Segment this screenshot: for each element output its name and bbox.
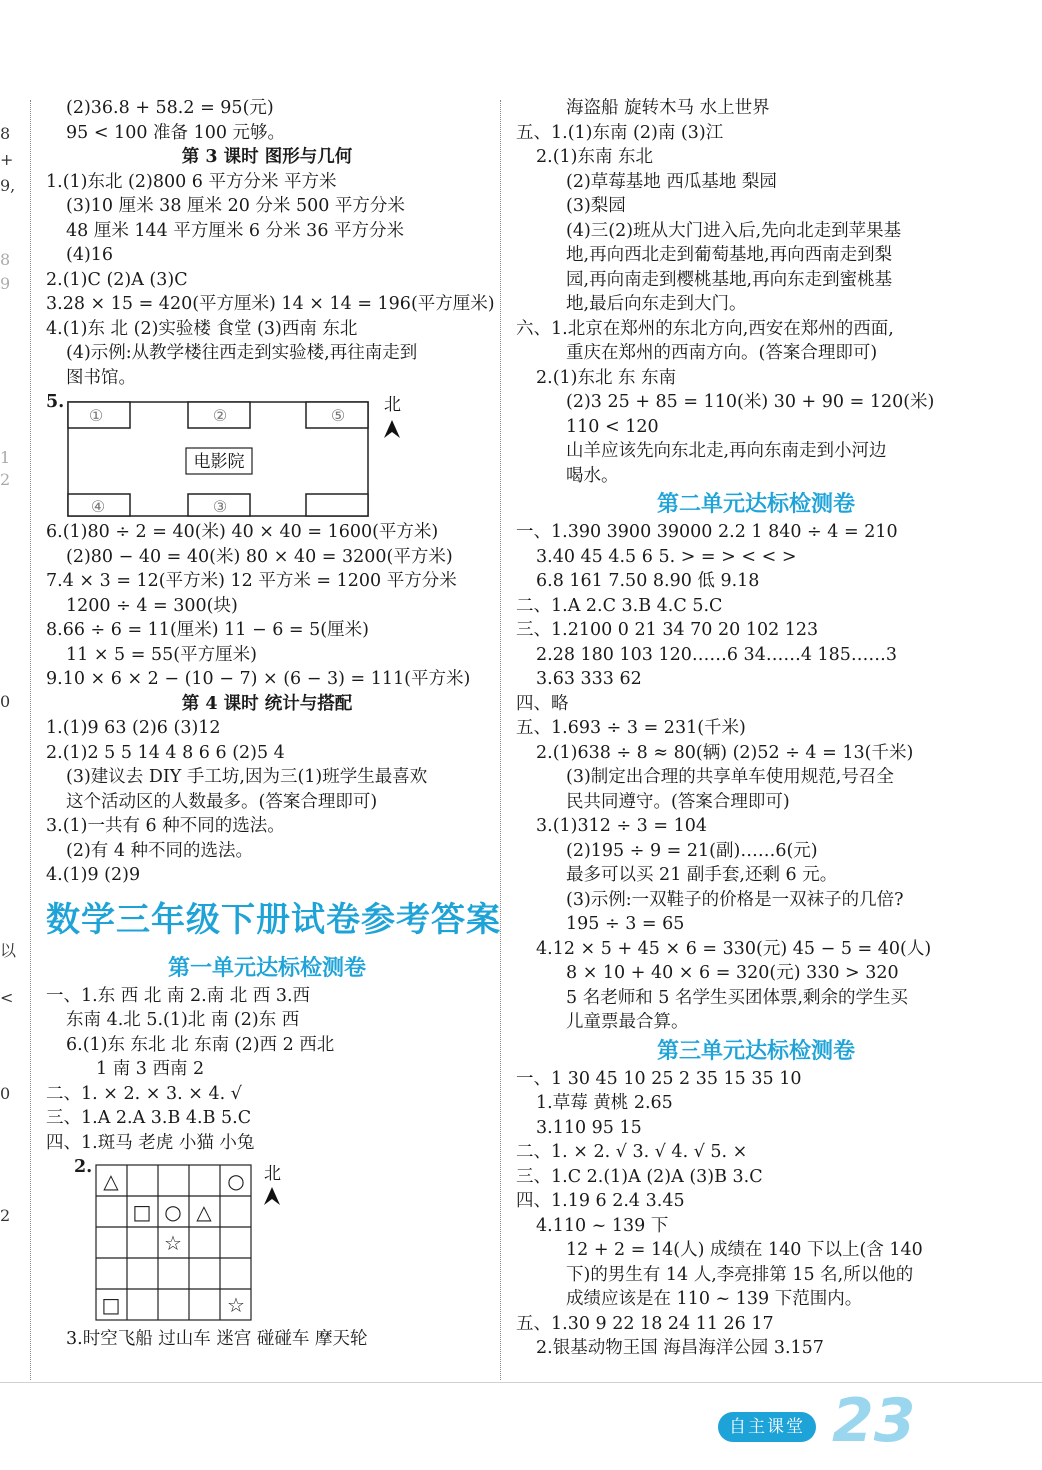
answer-block-unit1-cont — [516, 96, 996, 488]
answer-line: 12 + 2 = 14(人) 成绩在 140 下以上(含 140 — [566, 1240, 923, 1260]
left-column — [46, 96, 501, 1352]
grid-figure — [46, 1155, 488, 1327]
answer-line: 3.40 45 4.5 6 5. > = > < < > — [536, 546, 797, 567]
answer-line: (4)示例:从教学楼往西走到实验楼,再往南走到 — [66, 343, 418, 363]
answer-line: (3)制定出合理的共享单车使用规范,号召全 — [566, 767, 894, 787]
answer-line: (4)三(2)班从大门进入后,先向北走到苹果基 — [566, 220, 902, 241]
answer-line: 一、1.390 3900 39000 2.2 1 840 ÷ 4 = 210 — [516, 522, 898, 542]
answer-line: 3.(1)一共有 6 种不同的选法。 — [46, 816, 285, 836]
answer-line: (3)示例:一双鞋子的价格是一双袜子的几倍? — [566, 889, 904, 910]
page-number: 23 — [832, 1386, 916, 1456]
answer-line: 4.(1)东 北 (2)实验楼 食堂 (3)西南 东北 — [46, 318, 358, 339]
answer-line: 3.28 × 15 = 420(平方厘米) 14 × 14 = 196(平方厘米) — [46, 294, 495, 314]
answer-block-lesson4 — [46, 716, 488, 888]
cinema-map-figure — [46, 390, 488, 520]
unit2-title: 第二单元达标检测卷 — [656, 491, 855, 517]
triangle-icon: △ — [196, 1200, 212, 1224]
edge-fragment: 2 — [0, 470, 11, 489]
answer-line: 195 ÷ 3 = 65 — [566, 914, 685, 934]
edge-fragment: 以 — [0, 941, 17, 960]
answer-line: 二、1.A 2.C 3.B 4.C 5.C — [516, 595, 723, 616]
answer-line: 1.(1)9 63 (2)6 (3)12 — [46, 718, 221, 738]
answer-line: 三、1.2100 0 21 34 70 20 102 123 — [516, 620, 819, 640]
answer-line: 一、1.东 西 北 南 2.南 北 西 3.西 — [46, 985, 311, 1006]
answer-line: 2.(1)C (2)A (3)C — [46, 269, 188, 290]
answer-line: 3.时空飞船 过山车 迷宫 碰碰车 摩天轮 — [66, 1329, 368, 1349]
answer-line: 山羊应该先向东北走,再向东南走到小河边 — [566, 441, 887, 461]
figure-label: 2. — [74, 1157, 93, 1177]
figure-label: 5. — [46, 392, 65, 412]
edge-fragment: 0 — [0, 692, 11, 711]
edge-fragment: 8 — [0, 250, 11, 269]
building-number: ② — [212, 406, 228, 425]
answer-line: 三、1.A 2.A 3.B 4.B 5.C — [46, 1108, 252, 1128]
star-icon: ☆ — [164, 1231, 182, 1255]
answer-line: (2)36.8 + 58.2 = 95(元) — [66, 98, 274, 118]
cinema-map-svg — [46, 390, 486, 520]
answer-line: 一、1 30 45 10 25 2 35 15 35 10 — [516, 1068, 802, 1089]
answer-line: 7.4 × 3 = 12(平方米) 12 平方米 = 1200 平方分米 — [46, 571, 457, 591]
answer-line: 2.(1)2 5 5 14 4 8 6 6 (2)5 4 — [46, 742, 285, 763]
answer-line: 4.12 × 5 + 45 × 6 = 330(元) 45 − 5 = 40(人) — [536, 938, 932, 959]
lesson4-heading: 第 4 课时 统计与搭配 — [181, 693, 353, 714]
answer-line: 图书馆。 — [66, 367, 136, 388]
answer-line: 3.110 95 15 — [536, 1117, 642, 1138]
edge-fragment: 0 — [0, 1084, 11, 1103]
answer-line: 2.28 180 103 120……6 34……4 185……3 — [536, 644, 898, 665]
answer-line: 48 厘米 144 平方厘米 6 分米 36 平方分米 — [66, 220, 405, 241]
answer-line: 6.(1)80 ÷ 2 = 40(米) 40 × 40 = 1600(平方米) — [46, 522, 439, 542]
unit1-title: 第一单元达标检测卷 — [167, 954, 366, 981]
footer-rule — [0, 1382, 1042, 1383]
north-label: 北 — [384, 395, 401, 415]
cinema-label: 电影院 — [193, 452, 245, 472]
answer-line: 8 × 10 + 40 × 6 = 320(元) 330 > 320 — [566, 963, 899, 983]
answer-line: 园,再向南走到樱桃基地,再向东走到蜜桃基 — [566, 269, 893, 290]
circle-icon: ○ — [164, 1200, 182, 1224]
answer-line: 民共同遵守。(答案合理即可) — [566, 791, 790, 812]
answer-line: 重庆在郑州的西南方向。(答案合理即可) — [566, 343, 878, 363]
triangle-icon: △ — [103, 1169, 119, 1193]
building-number: ④ — [90, 497, 106, 516]
left-edge-fragments — [0, 0, 24, 1470]
answer-line: 110 < 120 — [566, 416, 659, 437]
north-arrow-icon — [264, 1187, 280, 1205]
edge-fragment: < — [0, 988, 14, 1007]
answer-line: 东南 4.北 5.(1)北 南 (2)东 西 — [66, 1010, 300, 1030]
answer-line: 11 × 5 = 55(平方厘米) — [66, 644, 257, 665]
square-icon: □ — [101, 1293, 121, 1317]
answer-line: 1.(1)东北 (2)800 6 平方分米 平方米 — [46, 171, 337, 192]
answer-line: 2.(1)638 ÷ 8 ≈ 80(辆) (2)52 ÷ 4 = 13(千米) — [536, 742, 914, 763]
footer-badge: 自主课堂 — [718, 1412, 816, 1442]
answer-line: 二、1. × 2. × 3. × 4. √ — [46, 1083, 242, 1104]
answer-line: 六、1.北京在郑州的东北方向,西安在郑州的西面, — [516, 318, 894, 339]
answer-block-unit2 — [516, 520, 996, 1035]
answer-line: 三、1.C 2.(1)A (2)A (3)B 3.C — [516, 1166, 763, 1187]
answer-block-unit3 — [516, 1067, 996, 1361]
answer-line: 五、1.30 9 22 18 24 11 26 17 — [516, 1313, 774, 1334]
answer-block-unit1-end — [46, 1327, 488, 1352]
edge-fragment: 1 — [0, 448, 11, 467]
answer-line: (3)梨园 — [566, 196, 626, 216]
lesson3-heading: 第 3 课时 图形与几何 — [181, 147, 353, 167]
answer-line: (2)3 25 + 85 = 110(米) 30 + 90 = 120(米) — [566, 392, 935, 412]
answer-line: 儿童票最合算。 — [566, 1012, 689, 1032]
answer-line: 海盗船 旋转木马 水上世界 — [566, 98, 770, 118]
building-number: ⑤ — [330, 406, 346, 425]
answer-line: (2)有 4 种不同的选法。 — [66, 840, 254, 861]
answer-line: 最多可以买 21 副手套,还剩 6 元。 — [566, 865, 838, 885]
edge-fragment: 9 — [0, 274, 11, 293]
unit3-title: 第三单元达标检测卷 — [656, 1037, 855, 1064]
answer-block-unit1 — [46, 984, 488, 1156]
answer-line: 6.8 161 7.50 8.90 低 9.18 — [536, 571, 760, 591]
building-number: ③ — [212, 497, 228, 516]
square-icon: □ — [132, 1200, 152, 1224]
answer-line: 五、1.(1)东南 (2)南 (3)江 — [516, 122, 724, 143]
answer-line: 成绩应该是在 110 ~ 139 下范围内。 — [566, 1289, 863, 1309]
building-box — [306, 494, 368, 516]
answer-line: 5 名老师和 5 名学生买团体票,剩余的学生买 — [566, 987, 909, 1008]
exam-answers-title: 数学三年级下册试卷参考答案 — [46, 899, 501, 940]
left-dotted-divider — [30, 100, 31, 1380]
answer-line: 地,再向西北走到葡萄基地,再向西南走到梨 — [566, 245, 893, 265]
answer-line: 1200 ÷ 4 = 300(块) — [66, 595, 238, 616]
answer-line: 喝水。 — [566, 465, 619, 486]
answer-line: 9.10 × 6 × 2 − (10 − 7) × (6 − 3) = 111(平方米) — [46, 669, 471, 689]
answer-block-lesson3 — [46, 170, 495, 391]
answer-line: (2)80 − 40 = 40(米) 80 × 40 = 3200(平方米) — [66, 546, 453, 567]
answer-line: 2.银基动物王国 海昌海洋公园 3.157 — [536, 1338, 824, 1358]
star-icon: ☆ — [227, 1293, 245, 1317]
answer-line: 2.(1)东北 东 东南 — [536, 367, 677, 388]
north-arrow-icon — [384, 420, 400, 438]
answer-line: 3.(1)312 ÷ 3 = 104 — [536, 816, 708, 836]
answer-line: 四、略 — [516, 693, 569, 714]
north-label: 北 — [264, 1164, 281, 1184]
column-dotted-divider — [500, 100, 501, 1380]
right-column — [516, 96, 996, 1361]
answer-line: 四、1.斑马 老虎 小猫 小兔 — [46, 1132, 255, 1153]
answer-line: 1.草莓 黄桃 2.65 — [536, 1093, 673, 1113]
edge-fragment: 9, — [0, 176, 16, 195]
answer-line: 1 南 3 西南 2 — [96, 1059, 205, 1079]
answer-line: 4.(1)9 (2)9 — [46, 865, 141, 885]
answer-line: 地,最后向东走到大门。 — [566, 294, 747, 314]
answer-line: 95 < 100 准备 100 元够。 — [66, 122, 286, 143]
answer-line: 四、1.19 6 2.4 3.45 — [516, 1191, 685, 1211]
answer-line: (2)195 ÷ 9 = 21(副)……6(元) — [566, 840, 818, 861]
circle-icon: ○ — [227, 1169, 245, 1193]
answer-line: 8.66 ÷ 6 = 11(厘米) 11 − 6 = 5(厘米) — [46, 620, 369, 640]
edge-fragment: 2 — [0, 1206, 11, 1225]
answer-block-lesson3-cont — [46, 520, 488, 692]
answer-line: 这个活动区的人数最多。(答案合理即可) — [66, 791, 378, 812]
answer-line: 二、1. × 2. √ 3. √ 4. √ 5. × — [516, 1142, 748, 1162]
answer-line: 4.110 ~ 139 下 — [536, 1215, 669, 1236]
answer-line: (4)16 — [66, 245, 114, 265]
answer-line: (3)10 厘米 38 厘米 20 分米 500 平方分米 — [66, 196, 405, 216]
answer-line: 3.63 333 62 — [536, 669, 642, 689]
answer-line: (3)建议去 DIY 手工坊,因为三(1)班学生最喜欢 — [66, 767, 428, 787]
answer-line: 下)的男生有 14 人,李亮排第 15 名,所以他的 — [566, 1264, 914, 1285]
answer-line: 6.(1)东 东北 北 东南 (2)西 2 西北 — [66, 1034, 335, 1055]
building-number: ① — [88, 406, 104, 425]
answer-block-lesson2-end — [46, 96, 488, 145]
answer-line: 2.(1)东南 东北 — [536, 147, 654, 167]
edge-fragment: 8 — [0, 124, 11, 143]
grid-svg — [46, 1155, 486, 1327]
edge-fragment: + — [0, 150, 14, 169]
answer-line: 五、1.693 ÷ 3 = 231(千米) — [516, 718, 746, 738]
answer-line: (2)草莓基地 西瓜基地 梨园 — [566, 171, 777, 192]
